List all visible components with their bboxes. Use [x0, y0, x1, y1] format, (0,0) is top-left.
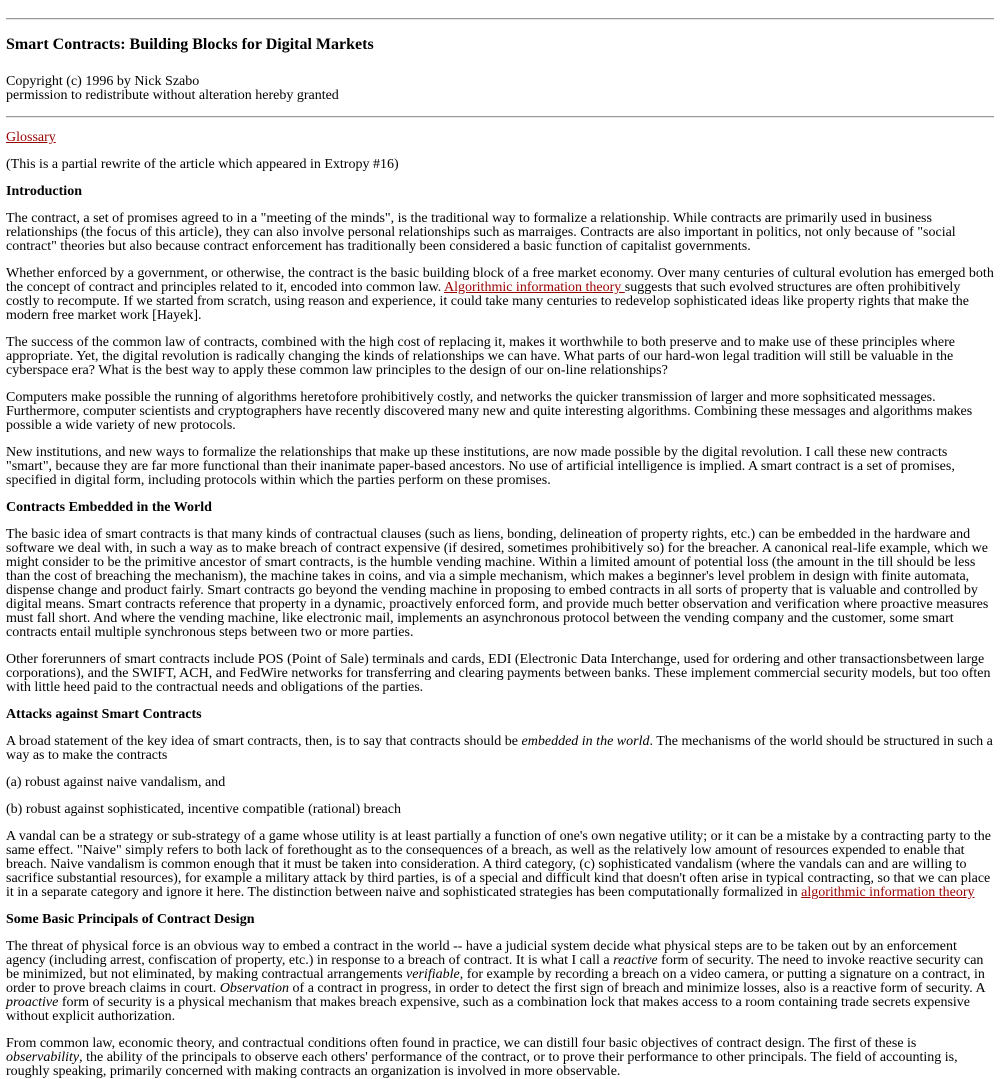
- section-heading-embedded: Contracts Embedded in the World: [6, 500, 212, 515]
- section-heading-attacks: Attacks against Smart Contracts: [6, 707, 202, 722]
- algorithmic-information-theory-link-2[interactable]: algorithmic information theory: [801, 885, 975, 900]
- intro-paragraph-2: Whether enforced by a government, or otherwise, the contract is the basic building block of a free market economy. Over many centuries of cultural evolution has emerged both the concept of contract and principles related to it, encoded into common law. Algorithmic information theory suggests that such evolved structures are often prohibitively costly to recompute. If we started from scratch, using reason and experience, it could take many centuries to redevelop sophisticated ideas like property rights that make the modern free market work [Hayek].: [6, 266, 994, 323]
- attacks-paragraph-1: A broad statement of the key idea of smart contracts, then, is to say that contracts should be embedded in the world. The mechanisms of the world should be structured in such a way as to make the contracts: [6, 734, 993, 763]
- glossary-paragraph: [6, 131, 994, 145]
- intro-paragraph-3: The success of the common law of contracts, combined with the high cost of replacing it, makes it worthwhile to both preserve and to make use of these principles where appropriate. Yet, the digital revolution is radically changing the kinds of relationships we can have. What parts of our hard-won legal tradition will still be valuable in the cyberspace era? What is the best way to apply these common law principles to the design of our on-line relationships?: [6, 335, 956, 378]
- permission-notice: permission to redistribute without alteration hereby granted: [6, 88, 339, 103]
- embedded-paragraph-1: The basic idea of smart contracts is that many kinds of contractual clauses (such as liens, bonding, delineation of property rights, etc.) can be embedded in the hardware and software we deal with, in such a way as to make breach of contract expensive (if desired, sometimes prohibitively so) for the breacher. A canonical real-life example, which we might consider to be the primitive ancestor of smart contracts, is the humble vending machine. Within a limited amount of potential loss (the amount in the till should be less than the cost of breaching the mechanism), the machine takes in coins, and via a simple mechanism, which makes a beginner's level problem in design with finite automata, dispense change and product fairly. Smart contracts go beyond the vending machine in proposing to embed contracts in all sorts of property that is valuable and controlled by digital means. Smart contracts reference that property in a dynamic, proactively enforced form, and provide much better observation and verification where proactive measures must fall short. And where the vending machine, like electronic mail, implements an asynchronous protocol between the vending company and the customer, some smart contracts entail multiple synchronous steps between two or more parties.: [6, 527, 989, 640]
- header-divider: [6, 116, 994, 118]
- copyright-notice: Copyright (c) 1996 by Nick Szabo: [6, 74, 200, 89]
- intro-paragraph-5: New institutions, and new ways to formalize the relationships that make up these institutions, are now made possible by the digital revolution. I call these new contracts "smart", because they are far more functional than their inanimate paper-based ancestors. No use of artificial intelligence is implied. A smart contract is a set of promises, specified in digital form, including protocols within which the parties perform on these promises.: [6, 445, 955, 488]
- principles-paragraph-2: From common law, economic theory, and contractual conditions often found in practice, we can distill four basic objectives of contract design. The first of these is observability, the ability of the principals to observe each others' performance of the contract, or to prove their performance to other principals. The field of accounting is, roughly speaking, primarily concerned with making contracts an organization is involved in more observable.: [6, 1036, 958, 1079]
- glossary-link[interactable]: Glossary: [6, 130, 56, 145]
- intro-paragraph-4: Computers make possible the running of algorithms heretofore prohibitively costly, and networks the quicker transmission of larger and more sophsiticated messages. Furthermore, computer scientists and cryptographers have recently discovered many new and quite interesting algorithms. Combining these messages and algorithms makes possible a wide variety of new protocols.: [6, 390, 973, 433]
- page-title: Smart Contracts: Building Blocks for Digital Markets: [6, 36, 374, 53]
- principles-paragraph-1: The threat of physical force is an obvious way to embed a contract in the world -- have a judicial system decide what physical steps are to be taken out by an enforcement agency (including arrest, confiscation of property, etc.) in response to a breach of contract. It is what I call a reactive form of security. The need to invoke reactive security can be minimized, but not eliminated, by making contractual arrangements verifiable, for example by recording a breach on a video camera, or putting a signature on a contract, in order to prove breach claims in court. Observation of a contract in progress, in order to detect the first sign of breach and minimize losses, also is a reactive form of security. A proactive form of security is a physical mechanism that makes breach expensive, such as a combination lock that makes access to a room containing trade secrets expensive without explicit authorization.: [6, 939, 985, 1024]
- attacks-item-b: (b) robust against sophisticated, incentive compatible (rational) breach: [6, 802, 401, 817]
- attacks-paragraph-2: A vandal can be a strategy or sub-strategy of a game whose utility is at least partially a function of one's own negative utility; or it can be a mistake by a contracting party to the same effect. "Naive" simply refers to both lack of forethought as to the consequences of a breach, as well as the relatively low amount of resources expended to enable that breach. Naive vandalism is common enough that it must be taken into consideration. A third category, (c) sophisticated vandalism (where the vandals can and are willing to sacrifice substantial resources), for example a military attack by third parties, is of a special and difficult kind that doesn't often arise in typical contracting, so that we can place it in a separate category and ignore it here. The distinction between naive and sophisticated strategies has been computationally formalized in algorithmic information theory: [6, 829, 991, 900]
- partial-rewrite-note: (This is a partial rewrite of the article which appeared in Extropy #16): [6, 157, 399, 172]
- section-heading-introduction: Introduction: [6, 184, 82, 199]
- intro-paragraph-1: The contract, a set of promises agreed to in a "meeting of the minds", is the traditional way to formalize a relationship. While contracts are primarily used in business relationships (the focus of this article), they can also involve personal relationships such as marraiges. Contracts are also important in politics, not only because of "social contract" theories but also because contract enforcement has traditionally been considered a basic function of capitalist governments.: [6, 211, 956, 254]
- embedded-paragraph-2: Other forerunners of smart contracts include POS (Point of Sale) terminals and cards, EDI (Electronic Data Interchange, used for ordering and other transactionsbetween large corporations), and the SWIFT, ACH, and FedWire networks for transferring and clearing payments between banks. These implement commercial security models, but too often with little heed paid to the contractual needs and obligations of the parties.: [6, 652, 991, 695]
- attacks-item-a: (a) robust against naive vandalism, and: [6, 775, 226, 790]
- algorithmic-information-theory-link[interactable]: Algorithmic information theory: [444, 280, 625, 295]
- section-heading-principles: Some Basic Principals of Contract Design: [6, 912, 255, 927]
- top-divider: [6, 18, 994, 20]
